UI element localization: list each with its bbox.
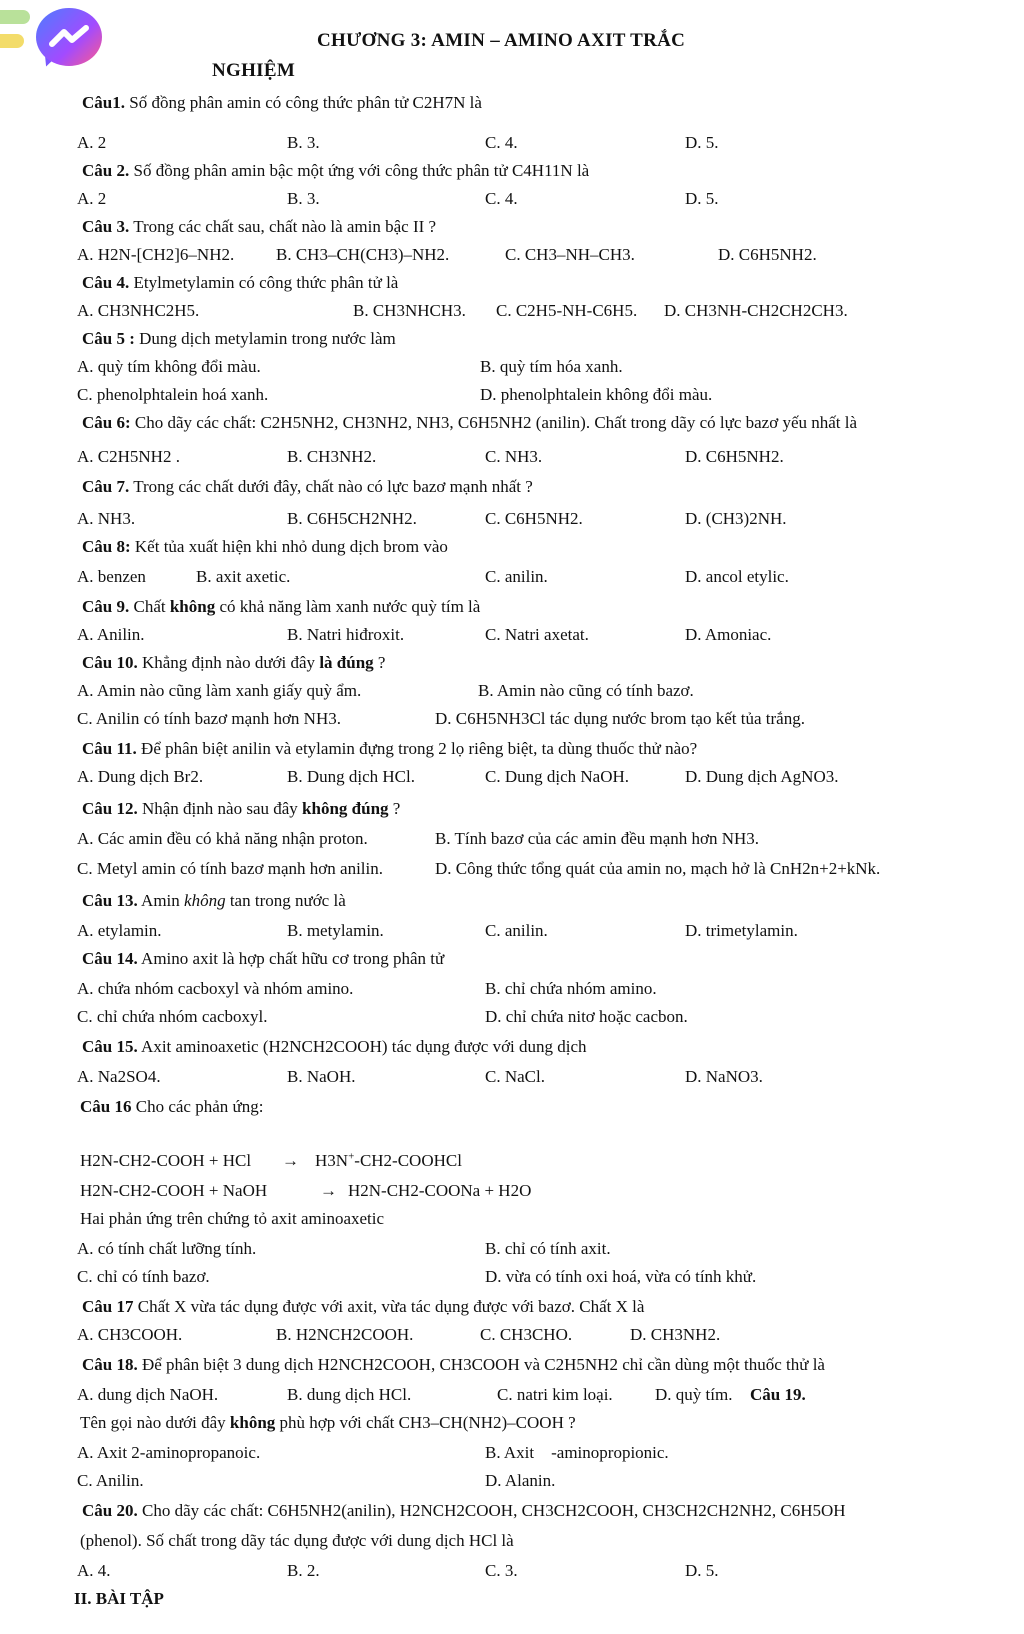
option-d[interactable]: D. ancol etylic.: [685, 567, 789, 586]
option-d[interactable]: D. CH3NH2.: [630, 1325, 721, 1344]
option-d[interactable]: D. trimetylamin.: [685, 921, 798, 940]
option-d[interactable]: D. CH3NH-CH2CH2CH3.: [664, 301, 848, 320]
option-b[interactable]: B. 3.: [287, 133, 320, 152]
option-a[interactable]: A. NH3.: [77, 509, 136, 528]
option-a[interactable]: A. C2H5NH2 .: [77, 447, 180, 466]
option-c[interactable]: C. anilin.: [485, 921, 548, 940]
option-a[interactable]: A. 2: [77, 189, 107, 208]
option-d[interactable]: D. 5.: [685, 189, 719, 208]
option-c[interactable]: C. anilin.: [485, 567, 548, 586]
option-d[interactable]: D. C6H5NH2.: [685, 447, 784, 466]
option-c[interactable]: C. Metyl amin có tính bazơ mạnh hơn anilin.: [77, 859, 383, 878]
option-d[interactable]: D. quỳ tím.: [655, 1385, 733, 1404]
option-d[interactable]: D. C6H5NH3Cl tác dụng nước brom tạo kết tủa trắng.: [435, 709, 805, 728]
option-d[interactable]: D. 5.: [685, 133, 719, 152]
option-c[interactable]: C. Anilin.: [77, 1471, 144, 1490]
option-b[interactable]: B. dung dịch HCl.: [287, 1385, 412, 1404]
option-a[interactable]: A. Dung dịch Br2.: [77, 767, 204, 786]
option-b[interactable]: B. Dung dịch HCl.: [287, 767, 415, 786]
option-a[interactable]: A. CH3NHC2H5.: [77, 301, 200, 320]
option-d[interactable]: D. C6H5NH2.: [718, 245, 817, 264]
yellow-tab-icon: [0, 34, 24, 48]
option-a[interactable]: A. benzen: [77, 567, 146, 586]
option-a[interactable]: A. Amin nào cũng làm xanh giấy quỳ ẩm.: [77, 681, 362, 700]
option-a[interactable]: A. etylamin.: [77, 921, 162, 940]
option-c[interactable]: C. Dung dịch NaOH.: [485, 767, 630, 786]
option-c[interactable]: C. chỉ chứa nhóm cacboxyl.: [77, 1007, 268, 1026]
option-a[interactable]: A. 4.: [77, 1561, 111, 1580]
question-19-label: Câu 19.: [750, 1385, 806, 1404]
option-b[interactable]: B. Axit -aminopropionic.: [485, 1443, 669, 1462]
option-a[interactable]: A. Anilin.: [77, 625, 145, 644]
option-a[interactable]: A. dung dịch NaOH.: [77, 1385, 219, 1404]
option-b[interactable]: B. 2.: [287, 1561, 320, 1580]
corner-stickers: [0, 0, 110, 70]
messenger-icon[interactable]: [36, 8, 102, 66]
option-a[interactable]: A. CH3COOH.: [77, 1325, 183, 1344]
option-b[interactable]: B. Amin nào cũng có tính bazơ.: [478, 681, 694, 700]
option-b[interactable]: B. chỉ có tính axit.: [485, 1239, 611, 1258]
option-b[interactable]: B. quỳ tím hóa xanh.: [480, 357, 623, 376]
worksheet-page: CHƯƠNG 3: AMIN – AMINO AXIT TRẮC NGHIỆM Câu1. Số đồng phân amin có công thức phân tử C2H7N là A. 2 B. 3. C. 4. D. 5. Câu 2. Số đồng phân amin bậc một ứng với công thức phân tử C4H11N là A. 2 B. 3. C. 4. D. 5. Câu 3. Trong các chất sau, chất nào là amin bậc II ? A. H2N-[CH2]6–NH2. B. CH3–CH(CH3)–NH2. C. CH3–NH–CH3. D. C6H5NH2. Câu 4. Etylmetylamin có công thức phân tử là A. CH3NHC2H5. B. CH3NHCH3. C. C2H5-NH-C6H5. D. CH3NH-CH2CH2CH3. Câu 5 : Dung dịch metylamin trong nước làm A. quỳ tím không đổi màu. B. quỳ tím hóa xanh. C. phenolphtalein hoá xanh. D. phenolphtalein không đổi màu. Câu 6: Cho dãy các chất: C2H5NH2, CH3NH2, NH3, C6H5NH2 (anilin). Chất trong dãy có lực bazơ yếu nhất là A. C2H5NH2 . B. CH3NH2. C. NH3. D. C6H5NH2. Câu 7. Trong các chất dưới đây, chất nào có lực bazơ mạnh nhất ? A. NH3. B. C6H5CH2NH2. C. C6H5NH2. D. (CH3)2NH. Câu 8: Kết tủa xuất hiện khi nhỏ dung dịch brom vào A. benzen B. axit axetic. C. anilin. D. ancol etylic. Câu 9. Chất không có khả năng làm xanh nước quỳ tím là A. Anilin. B. Natri hiđroxit. C. Natri axetat. D. Amoniac. Câu 10. Khẳng định nào dưới đây là đúng ? A. Amin nào cũng làm xanh giấy quỳ ẩm. B. Amin nào cũng có tính bazơ. C. Anilin có tính bazơ mạnh hơn NH3. D. C6H5NH3Cl tác dụng nước brom tạo kết tủa trắng. Câu 11. Để phân biệt anilin và etylamin đựng trong 2 lọ riêng biệt, ta dùng thuốc thử nào? A. Dung dịch Br2. B. Dung dịch HCl. C. Dung dịch NaOH. D. Dung dịch AgNO3. Câu 12. Nhận định nào sau đây không đúng ? A. Các amin đều có khả năng nhận proton. B. Tính bazơ của các amin đều mạnh hơn NH3. C. Metyl amin có tính bazơ mạnh hơn anilin. D. Công thức tổng quát của amin no, mạch hở là CnH2n+2+kNk. Câu 13. Amin không tan trong nước là A. etylamin. B. metylamin. C. anilin. D. trimetylamin. Câu 14. Amino axit là hợp chất hữu cơ trong phân tử A. chứa nhóm cacboxyl và nhóm amino. B. chỉ chứa nhóm amino. C. chỉ chứa nhóm cacboxyl. D. chỉ chứa nitơ hoặc cacbon. Câu 15. Axit aminoaxetic (H2NCH2COOH) tác dụng được với dung dịch A. Na2SO4. B. NaOH. C. NaCl. D. NaNO3. Câu 16 Cho các phản ứng: H2N-CH2-COOH + HCl → H3N+-CH2-COOHCl H2N-CH2-COOH + NaOH → H2N-CH2-COONa + H2O Hai phản ứng trên chứng tỏ axit aminoaxetic A. có tính chất lưỡng tính. B. chỉ có tính axit. C. chỉ có tính bazơ. D. vừa có tính oxi hoá, vừa có tính khử. Câu 17 Chất X vừa tác dụng được với axit, vừa tác dụng được với bazơ. Chất X là A. CH3COOH. B. H2NCH2COOH. C. CH3CHO. D. CH3NH2. Câu 18. Để phân biệt 3 dung dịch H2NCH2COOH, CH3COOH và C2H5NH2 chỉ cần dùng một thuốc thử là A. dung dịch NaOH. B. dung dịch HCl. C. natri kim loại. D. quỳ tím. Câu 19. Tên gọi nào dưới đây không phù hợp với chất CH3–CH(NH2)–COOH ? A. Axit 2-aminopropanoic. B. Axit -aminopropionic. C. Anilin. D. Alanin. Câu 20. Cho dãy các chất: C6H5NH2(anilin), H2NCH2COOH, CH3CH2COOH, CH3CH2CH2NH2, C6H5OH (phenol). Số chất trong dãy tác dụng được với dung dịch HCl là A. 4. B. 2. C. 3. D. 5. II. BÀI TẬP: [0, 0, 1024, 1634]
option-a[interactable]: A. Các amin đều có khả năng nhận proton.: [77, 829, 368, 848]
option-d[interactable]: D. NaNO3.: [685, 1067, 763, 1086]
option-b[interactable]: B. metylamin.: [287, 921, 384, 940]
option-c[interactable]: C. chỉ có tính bazơ.: [77, 1267, 210, 1286]
option-b[interactable]: B. 3.: [287, 189, 320, 208]
option-a[interactable]: A. 2: [77, 133, 107, 152]
option-d[interactable]: D. 5.: [685, 1561, 719, 1580]
option-a[interactable]: A. có tính chất lưỡng tính.: [77, 1239, 257, 1258]
option-d[interactable]: D. vừa có tính oxi hoá, vừa có tính khử.: [485, 1267, 757, 1286]
green-tab-icon: [0, 10, 30, 24]
option-c[interactable]: C. phenolphtalein hoá xanh.: [77, 385, 269, 404]
option-c[interactable]: C. NH3.: [485, 447, 543, 466]
option-b[interactable]: B. CH3–CH(CH3)–NH2.: [276, 245, 450, 264]
option-c[interactable]: C. C2H5-NH-C6H5.: [496, 301, 638, 320]
option-c[interactable]: C. natri kim loại.: [497, 1385, 613, 1404]
option-c[interactable]: C. Natri axetat.: [485, 625, 589, 644]
option-b[interactable]: B. H2NCH2COOH.: [276, 1325, 414, 1344]
option-b[interactable]: B. axit axetic.: [196, 567, 291, 586]
option-d[interactable]: D. Dung dịch AgNO3.: [685, 767, 839, 786]
option-b[interactable]: B. CH3NHCH3.: [353, 301, 466, 320]
option-c[interactable]: C. C6H5NH2.: [485, 509, 583, 528]
option-c[interactable]: C. 4.: [485, 133, 518, 152]
option-a[interactable]: A. quỳ tím không đổi màu.: [77, 357, 261, 376]
option-b[interactable]: B. CH3NH2.: [287, 447, 377, 466]
option-a[interactable]: A. Na2SO4.: [77, 1067, 161, 1086]
option-d[interactable]: D. (CH3)2NH.: [685, 509, 787, 528]
option-c[interactable]: C. NaCl.: [485, 1067, 545, 1086]
option-c[interactable]: C. CH3CHO.: [480, 1325, 573, 1344]
option-b[interactable]: B. chỉ chứa nhóm amino.: [485, 979, 657, 998]
option-d[interactable]: D. chỉ chứa nitơ hoặc cacbon.: [485, 1007, 688, 1026]
option-c[interactable]: C. Anilin có tính bazơ mạnh hơn NH3.: [77, 709, 341, 728]
option-d[interactable]: D. phenolphtalein không đổi màu.: [480, 385, 713, 404]
option-a[interactable]: A. Axit 2-aminopropanoic.: [77, 1443, 261, 1462]
option-b[interactable]: B. C6H5CH2NH2.: [287, 509, 417, 528]
option-b[interactable]: B. Tính bazơ của các amin đều mạnh hơn NH3.: [435, 829, 760, 848]
option-c[interactable]: C. CH3–NH–CH3.: [505, 245, 635, 264]
option-c[interactable]: C. 3.: [485, 1561, 518, 1580]
option-d[interactable]: D. Amoniac.: [685, 625, 772, 644]
option-c[interactable]: C. 4.: [485, 189, 518, 208]
option-d[interactable]: D. Công thức tổng quát của amin no, mạch hở là CnH2n+2+kNk.: [435, 859, 881, 878]
option-b[interactable]: B. Natri hiđroxit.: [287, 625, 405, 644]
option-a[interactable]: A. H2N-[CH2]6–NH2.: [77, 245, 235, 264]
option-d[interactable]: D. Alanin.: [485, 1471, 556, 1490]
option-b[interactable]: B. NaOH.: [287, 1067, 356, 1086]
option-a[interactable]: A. chứa nhóm cacboxyl và nhóm amino.: [77, 979, 354, 998]
